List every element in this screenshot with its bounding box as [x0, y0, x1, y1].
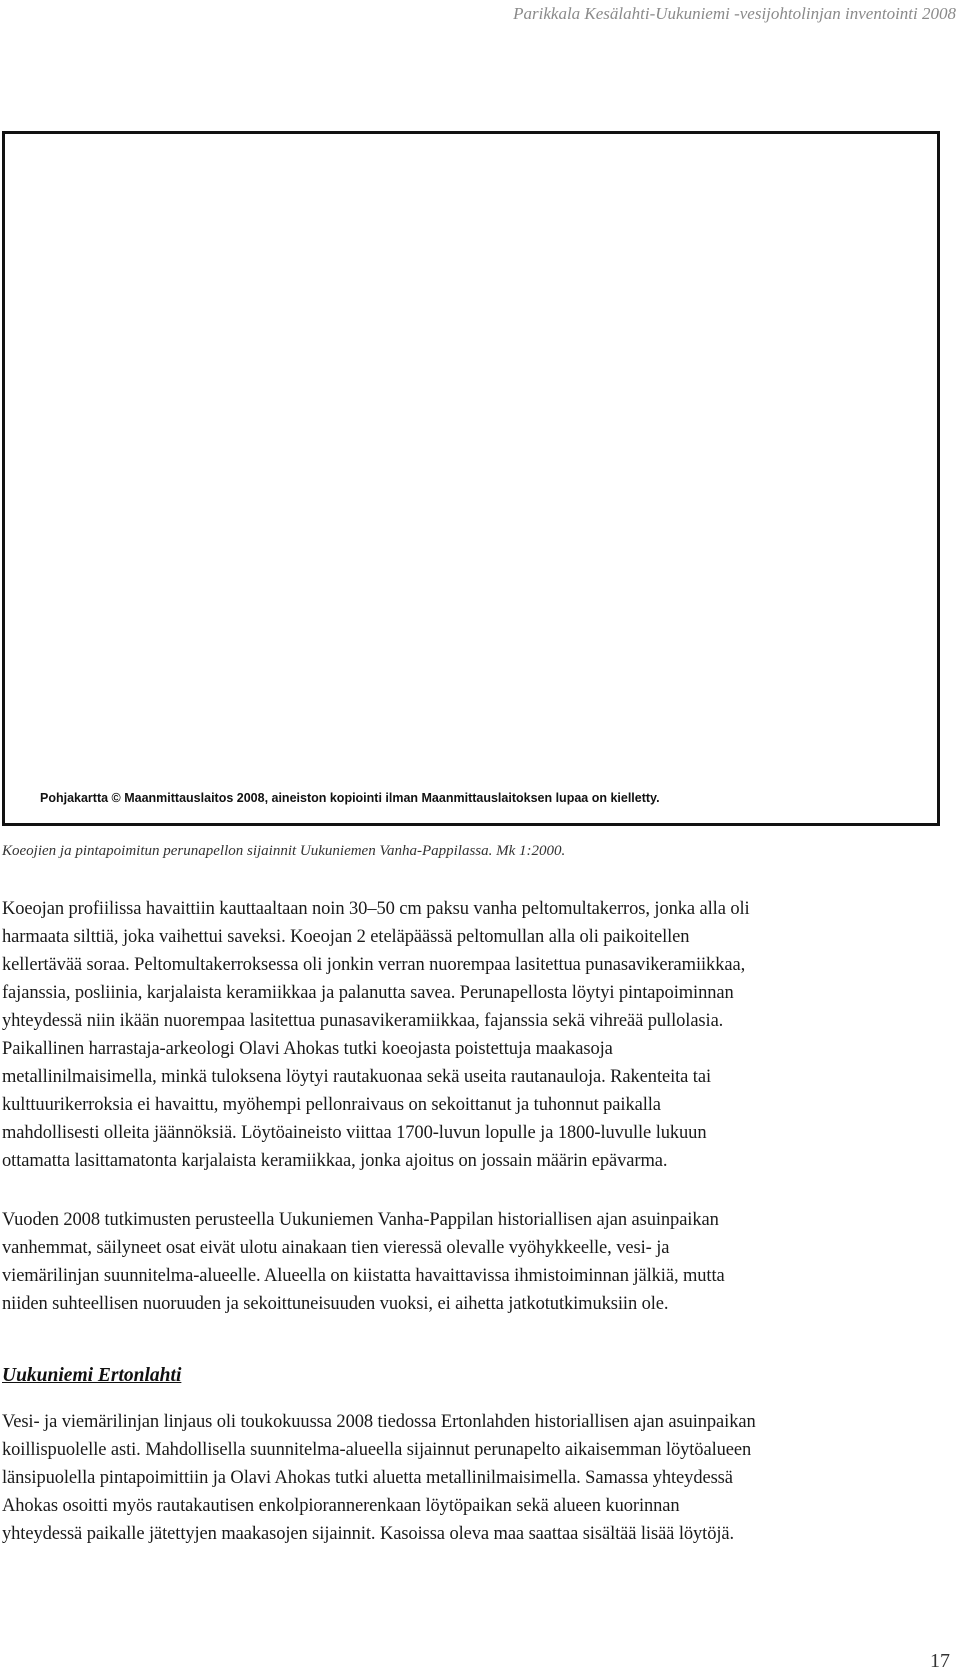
paragraph-line: ottamatta lasittamatonta karjalaista keramiikkaa, jonka ajoitus on jossain määrin epävarma. — [2, 1151, 668, 1171]
paragraph-line: kellertävää soraa. Peltomultakerroksessa oli jonkin verran nuorempaa lasitettua punasavikeramiikkaa, — [2, 955, 746, 975]
paragraph-line: mahdollisesti olleita jäännöksiä. Löytöaineisto viittaa 1700-luvun lopulle ja 1800-luvulle lukuun — [2, 1123, 707, 1143]
paragraph-line: länsipuolella pintapoimittiin ja Olavi Ahokas tutki aluetta metallinilmaisimella. Samassa yhteydessä — [2, 1468, 733, 1488]
paragraph-line: harmaata silttiä, joka vaihettui saveksi. Koeojan 2 eteläpäässä peltomullan alla oli paikoitellen — [2, 927, 690, 947]
paragraph-line: kulttuurikerroksia ei havaittu, myöhempi pellonraivaus on sekoittanut ja tuhonnut paikalla — [2, 1095, 661, 1115]
paragraph-line: yhteydessä niin ikään nuorempaa lasitettua punasavikeramiikkaa, fajanssia sekä vihreää pullolasia. — [2, 1011, 724, 1031]
map-credit: Pohjakartta © Maanmittauslaitos 2008, aineiston kopiointi ilman Maanmittauslaitoksen lupaa on kielletty. — [40, 791, 660, 805]
paragraph-line: Vesi- ja viemärilinjan linjaus oli toukokuussa 2008 tiedossa Ertonlahden historiallisen ajan asuinpaikan — [2, 1412, 756, 1432]
paragraph-line: Vuoden 2008 tutkimusten perusteella Uukuniemen Vanha-Pappilan historiallisen ajan asuinpaikan — [2, 1210, 719, 1230]
paragraph-line: Koeojan profiilissa havaittiin kauttaaltaan noin 30–50 cm paksu vanha peltomultakerros, jonka alla oli — [2, 899, 750, 919]
page-number: 17 — [930, 1650, 950, 1672]
map-figure-frame — [2, 131, 940, 826]
paragraph-line: koillispuolelle asti. Mahdollisella suunnitelma-alueella sijainnut perunapelto aikaisemman löytöalueen — [2, 1440, 752, 1460]
paragraph-line: niiden suhteellisen nuoruuden ja sekoittuneisuuden vuoksi, ei aihetta jatkotutkimuksiin ole. — [2, 1294, 669, 1314]
paragraph-test-trench-findings — [2, 895, 954, 1175]
section-heading: Uukuniemi Ertonlahti — [2, 1365, 182, 1386]
paragraph-line: Paikallinen harrastaja-arkeologi Olavi Ahokas tutki koeojasta poistettuja maakasoja — [2, 1039, 613, 1059]
paragraph-line: viemärilinjan suunnitelma-alueelle. Alueella on kiistatta havaittavissa ihmistoiminnan jälkiä, mutta — [2, 1266, 725, 1286]
paragraph-line: fajanssia, posliinia, karjalaista keramiikkaa ja palanutta savea. Perunapellosta löytyi pintapoiminnan — [2, 983, 734, 1003]
paragraph-ertonlahti — [2, 1408, 954, 1548]
paragraph-line: yhteydessä paikalle jätettyjen maakasojen sijainnit. Kasoissa oleva maa saattaa sisältää lisää löytöjä. — [2, 1524, 735, 1544]
paragraph-line: Ahokas osoitti myös rautakautisen enkolpiorannerenkaan löytöpaikan sekä alueen kuorinnan — [2, 1496, 680, 1516]
figure-caption: Koeojien ja pintapoimitun perunapellon sijainnit Uukuniemen Vanha-Pappilassa. Mk 1:2000. — [2, 843, 566, 859]
paragraph-line: metallinilmaisimella, minkä tuloksena löytyi rautakuonaa sekä useita rautanauloja. Rakenteita tai — [2, 1067, 712, 1087]
running-header: Parikkala Kesälahti-Uukuniemi -vesijohtolinjan inventointi 2008 — [513, 4, 956, 23]
paragraph-line: vanhemmat, säilyneet osat eivät ulotu ainakaan tien vieressä olevalle vyöhykkeelle, vesi- ja — [2, 1238, 670, 1258]
paragraph-conclusion — [2, 1206, 954, 1318]
